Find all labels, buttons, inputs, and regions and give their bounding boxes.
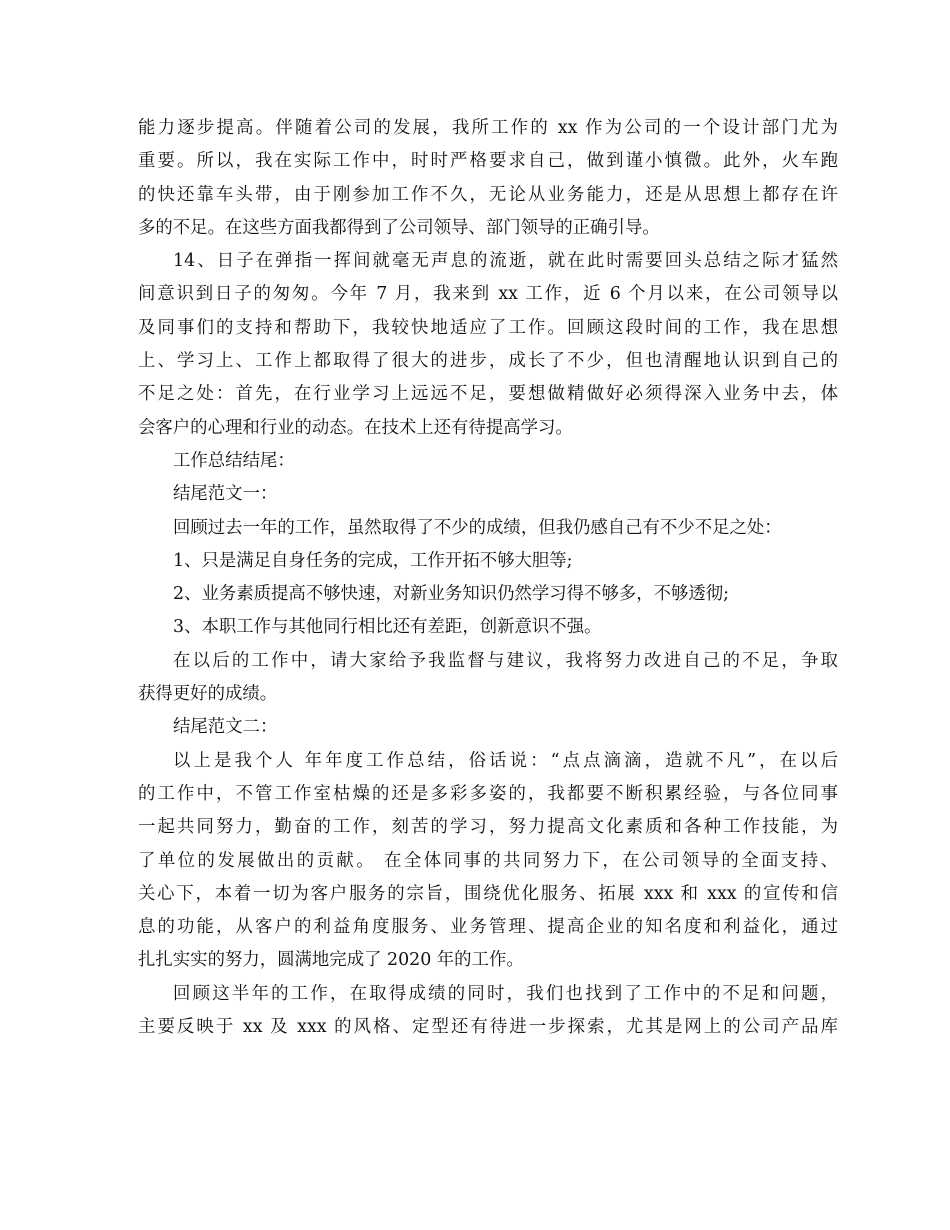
text-line: 的工作中，不管工作室枯燥的还是多彩多姿的，我都要不断积累经验，与各位同事: [138, 783, 838, 804]
text-line: 间意识到日子的匆匆。今年 7 月，我来到 xx 工作，近 6 个月以来，在公司领导以: [138, 284, 838, 305]
text-line: 在以后的工作中，请大家给予我监督与建议，我将努力改进自己的不足，争取: [173, 650, 838, 671]
text-line: 了单位的发展做出的贡献。 在全体同事的共同努力下，在公司领导的全面支持、: [138, 850, 838, 871]
text-line: 主要反映于 xx 及 xxx 的风格、定型还有待进一步探索，尤其是网上的公司产品库: [138, 1017, 838, 1038]
text-line: 会客户的心理和行业的动态。在技术上还有待提高学习。: [138, 417, 573, 438]
text-line: 14、日子在弹指一挥间就毫无声息的流逝，就在此时需要回头总结之际才猛然: [173, 251, 838, 272]
text-line: 重要。所以，我在实际工作中，时时严格要求自己，做到谨小慎微。此外，火车跑: [138, 151, 838, 172]
text-line: 及同事们的支持和帮助下，我较快地适应了工作。回顾这段时间的工作，我在思想: [138, 317, 838, 338]
text-line: 关心下，本着一切为客户服务的宗旨，围绕优化服务、拓展 xxx 和 xxx 的宣传和信: [138, 883, 838, 904]
text-line: 多的不足。在这些方面我都得到了公司领导、部门领导的正确引导。: [138, 217, 660, 238]
list-item: 3、本职工作与其他同行相比还有差距，创新意识不强。: [173, 617, 602, 638]
list-item: 2、业务素质提高不够快速，对新业务知识仍然学习得不够多，不够透彻;: [173, 584, 730, 605]
text-line: 获得更好的成绩。: [138, 684, 278, 705]
text-line: 一起共同努力，勤奋的工作，刻苦的学习，努力提高文化素质和各种工作技能，为: [138, 817, 838, 838]
text-line: 回顾过去一年的工作，虽然取得了不少的成绩，但我仍感自己有不少不足之处：: [173, 517, 782, 538]
section-heading: 结尾范文一：: [173, 484, 278, 505]
text-line: 能力逐步提高。伴随着公司的发展，我所工作的 xx 作为公司的一个设计部门尤为: [138, 118, 838, 138]
text-line: 不足之处：首先，在行业学习上远远不足，要想做精做好必须得深入业务中去，体: [138, 384, 838, 405]
list-item: 1、只是满足自身任务的完成，工作开拓不够大胆等;: [173, 550, 573, 571]
section-heading: 工作总结结尾：: [173, 450, 295, 471]
text-line: 息的功能，从客户的利益角度服务、业务管理、提高企业的知名度和利益化，通过: [138, 917, 838, 938]
section-heading: 结尾范文二：: [173, 717, 278, 738]
text-line: 上、学习上、工作上都取得了很大的进步，成长了不少，但也清醒地认识到自己的: [138, 351, 838, 372]
text-line: 的快还靠车头带，由于刚参加工作不久，无论从业务能力，还是从思想上都存在许: [138, 184, 838, 205]
document-body: [138, 112, 838, 1044]
text-line: 回顾这半年的工作，在取得成绩的同时，我们也找到了工作中的不足和问题，: [173, 983, 838, 1004]
text-line: 扎扎实实的努力，圆满地完成了 2020 年的工作。: [138, 950, 524, 971]
text-line: 以上是我个人 年年度工作总结，俗话说：“点点滴滴，造就不凡”，在以后: [173, 750, 838, 771]
